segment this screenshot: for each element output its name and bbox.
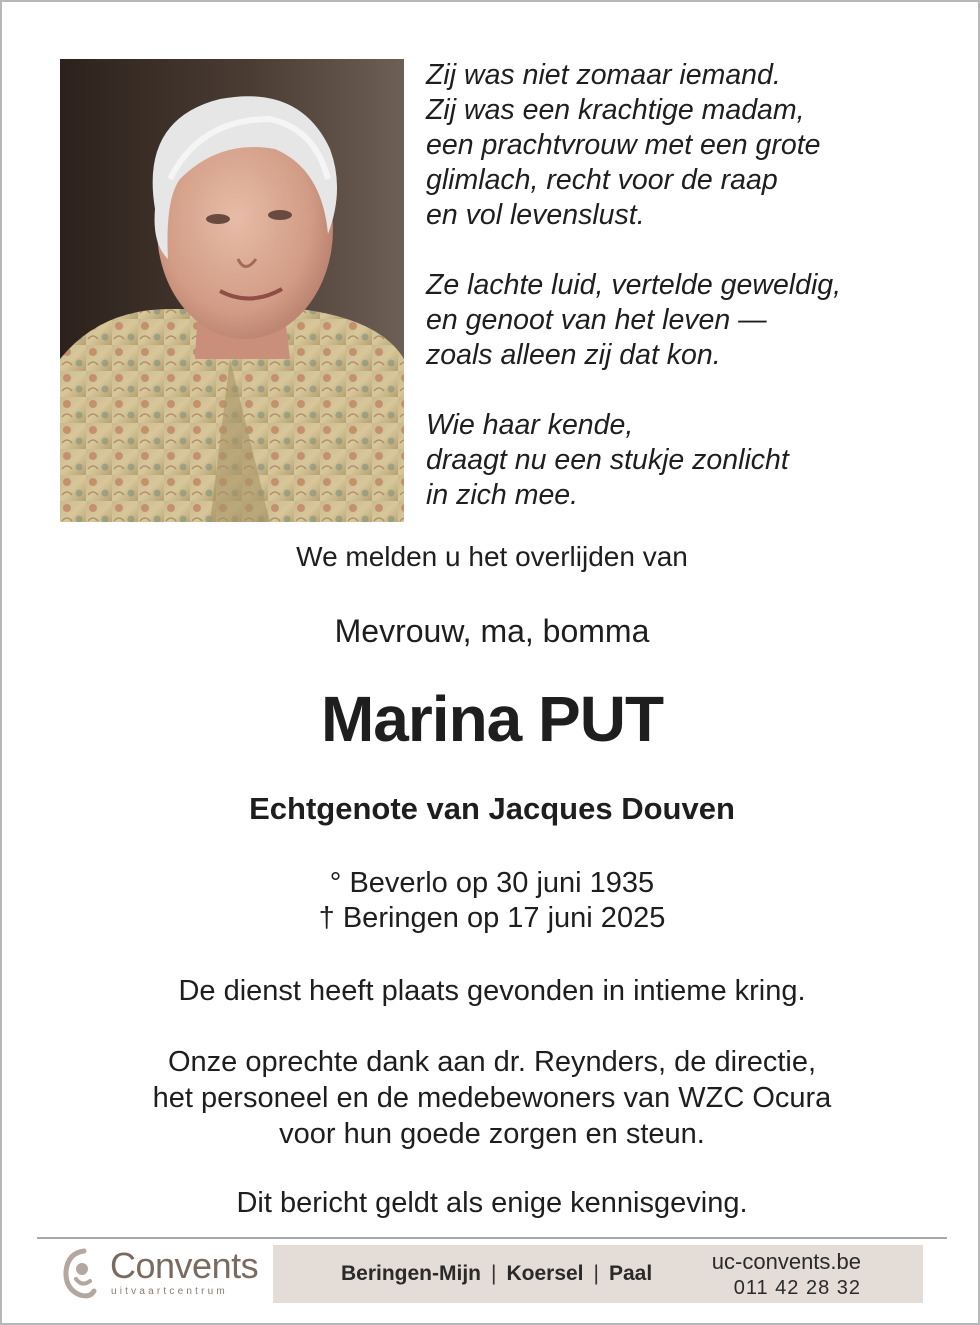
poem-line: Ze lachte luid, vertelde geweldig,: [426, 269, 842, 301]
thanks-note: [2, 1044, 980, 1152]
poem-line: draagt nu een stukje zonlicht: [426, 444, 789, 476]
poem-line: Zij was een krachtige madam,: [426, 94, 805, 126]
location-item: Koersel: [506, 1262, 584, 1285]
poem-line: glimlach, recht voor de raap: [426, 164, 778, 196]
location-list: [341, 1261, 652, 1287]
logo-name: Convents: [110, 1245, 259, 1286]
poem-stanza: [426, 408, 966, 513]
announcement-intro: We melden u het overlijden van: [296, 541, 688, 572]
poem-line: en vol levenslust.: [426, 199, 645, 231]
poem-line: Wie haar kende,: [426, 409, 634, 441]
location-item: Beringen-Mijn: [341, 1262, 481, 1285]
footer-divider: [37, 1237, 947, 1239]
funeral-home-logo: [60, 1245, 265, 1303]
poem-line: Zij was niet zomaar iemand.: [426, 59, 781, 91]
birth-date: ° Beverlo op 30 juni 1935: [329, 867, 655, 899]
thanks-line: het personeel en de medebewoners van WZC Ocura: [152, 1082, 832, 1114]
portrait-photo: [60, 59, 404, 522]
poem-stanza: [426, 268, 966, 373]
convents-logo-icon: [60, 1247, 100, 1299]
poem: [426, 58, 966, 513]
deceased-name: Marina PUT: [320, 683, 664, 755]
poem-line: en genoot van het leven —: [426, 304, 767, 336]
poem-line: zoals alleen zij dat kon.: [426, 339, 721, 371]
service-note: De dienst heeft plaats gevonden in intieme kring.: [178, 975, 806, 1007]
thanks-line: Onze oprechte dank aan dr. Reynders, de directie,: [167, 1046, 817, 1078]
phone-number: 011 42 28 32: [733, 1277, 861, 1299]
poem-line: in zich mee.: [426, 479, 579, 511]
portrait-photo-image: [60, 59, 404, 522]
poem-stanza: [426, 58, 966, 233]
life-dates: [2, 866, 980, 936]
poem-line: een prachtvrouw met een grote: [426, 129, 821, 161]
location-separator: |: [491, 1262, 497, 1285]
location-item: Paal: [608, 1262, 653, 1285]
thanks-line: voor hun goede zorgen en steun.: [279, 1118, 705, 1150]
logo-subtitle: uitvaartcentrum: [111, 1286, 228, 1297]
notice-line: Dit bericht geldt als enige kennisgeving.: [236, 1187, 748, 1219]
footer-banner: [273, 1245, 923, 1303]
deceased-titles: Mevrouw, ma, bomma: [334, 613, 650, 649]
death-date: † Beringen op 17 juni 2025: [318, 902, 666, 934]
website-link[interactable]: uc-convents.be: [711, 1249, 861, 1274]
location-separator: |: [593, 1262, 599, 1285]
spouse-line: Echtgenote van Jacques Douven: [249, 791, 735, 826]
